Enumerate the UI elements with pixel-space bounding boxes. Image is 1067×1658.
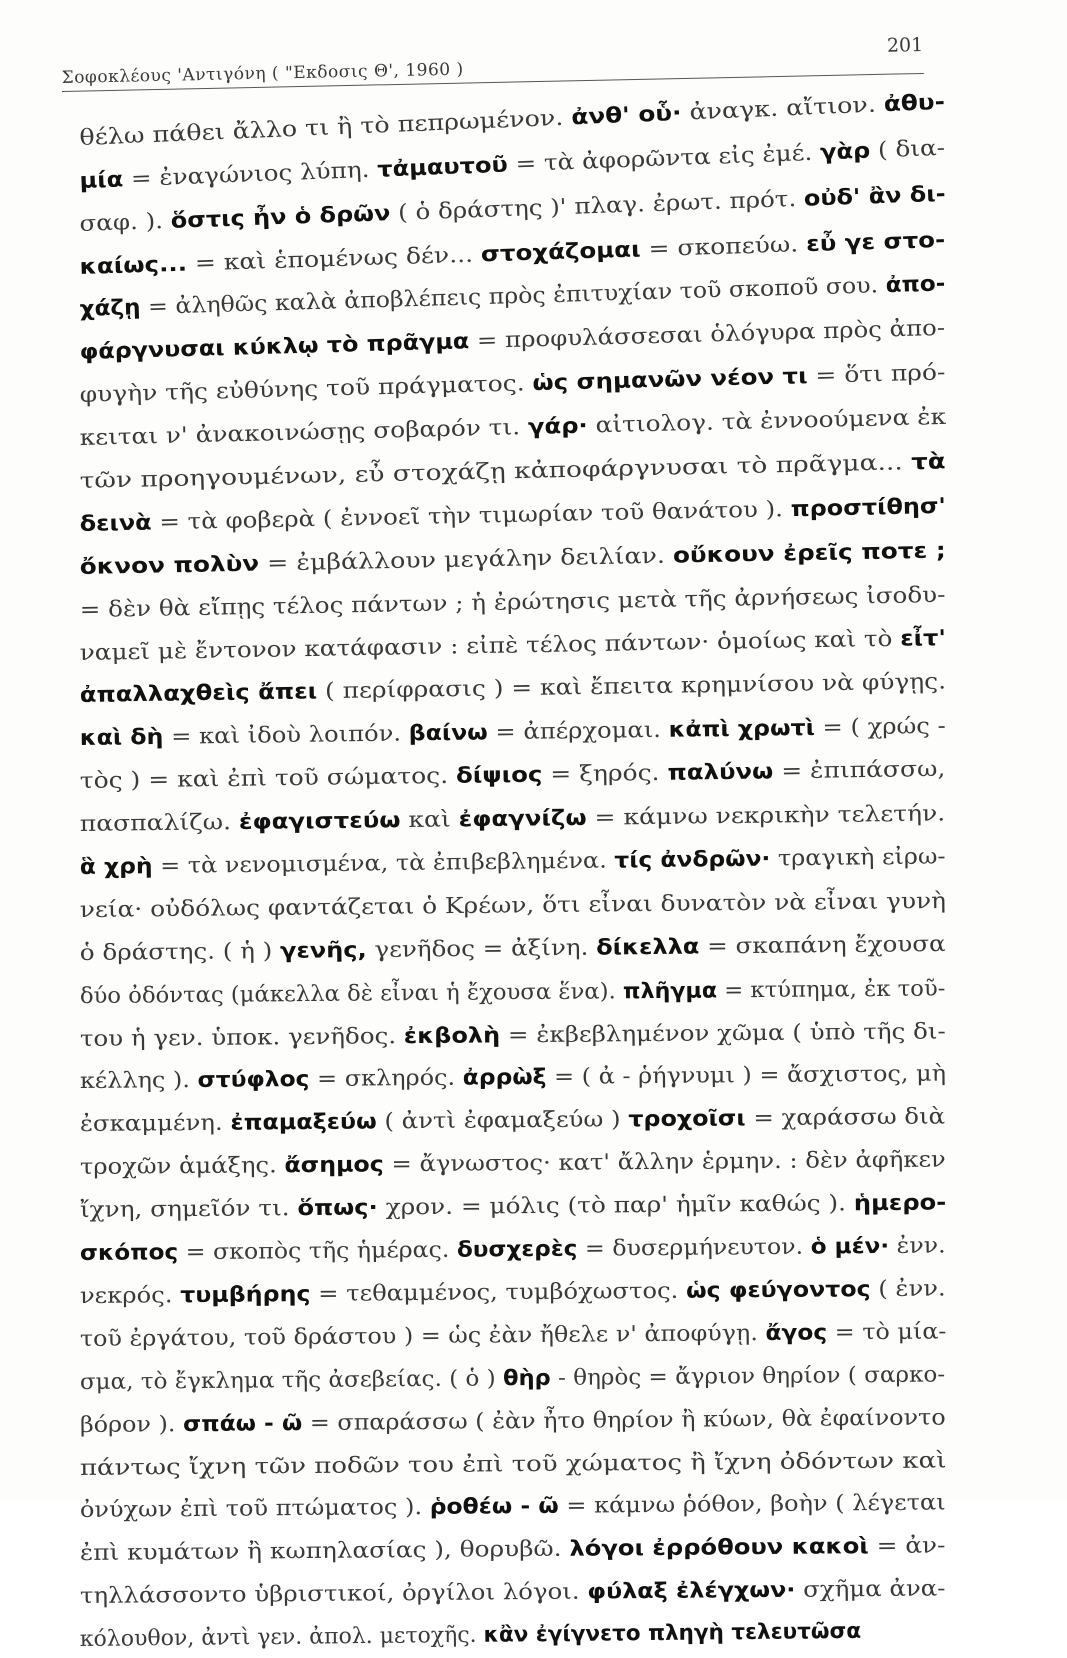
headword: ῥοθέω - ῶ bbox=[429, 1494, 559, 1521]
running-header-title: Σοφοκλέους 'Αντιγόνη ( "Εκδοσις Θ', 1960 ) bbox=[61, 59, 464, 89]
headword: φύλαξ ἐλέγχων· bbox=[587, 1577, 796, 1605]
gloss-text: = τὰ νενομισμένα, τὰ ἐπιβεβλημένα. bbox=[152, 848, 615, 880]
gloss-text: = κάμνω ῥόθον, βοὴν ( λέγεται bbox=[558, 1490, 946, 1520]
gloss-text: = σκοπὸς τῆς ἡμέρας. bbox=[178, 1237, 458, 1266]
commentary-text-block bbox=[78, 89, 960, 1658]
gloss-text: = ἐναγώνιος λύπη. bbox=[122, 157, 378, 193]
headword: βαίνω bbox=[408, 720, 488, 747]
gloss-text: = ἐμβάλλουν μεγάλην δειλίαν. bbox=[258, 543, 674, 577]
gloss-text: ἐνν. bbox=[888, 1233, 946, 1259]
headword: τροχοῖσι bbox=[628, 1106, 746, 1133]
gloss-text: ( ἐνν. bbox=[870, 1276, 946, 1303]
text-line bbox=[79, 625, 960, 672]
gloss-text: ( περίφρασις ) = καὶ ἔπειτα κρημνίσου νὰ φύγῃς. bbox=[316, 669, 947, 705]
headword: δεινὰ bbox=[79, 510, 152, 537]
gloss-text: - θηρὸς = ἄγριον θηρίον ( σαρκο- bbox=[550, 1362, 946, 1391]
headword: ὡς φεύγοντος bbox=[685, 1277, 871, 1304]
gloss-text: = δὲν θὰ εἴπῃς τέλος πάντων ; ἡ ἐρώτησις μετὰ τῆς ἀρνήσεως ἰσοδυ- bbox=[79, 582, 946, 623]
gloss-text: ( ἀντὶ ἐφαμαξεύω ) bbox=[376, 1107, 629, 1135]
text-line bbox=[79, 449, 960, 500]
text-line bbox=[80, 1529, 960, 1572]
headword: ὁ μέν· bbox=[810, 1233, 890, 1260]
gloss-text: δύο ὀδόντας (μάκελλα δὲ εἶναι ἡ ἔχουσα ἕνα). bbox=[79, 978, 624, 1009]
gloss-text: κέλλης ). bbox=[79, 1068, 198, 1095]
text-line bbox=[79, 538, 960, 586]
headword: γάρ· bbox=[527, 413, 589, 441]
text-line bbox=[80, 1186, 960, 1229]
gloss-text: κόλουθον, ἀντὶ γεν. ἀπολ. μετοχῆς. bbox=[79, 1622, 484, 1653]
gloss-text: καὶ bbox=[400, 807, 459, 834]
text-line bbox=[80, 800, 960, 843]
gloss-text: τραγικὴ εἰρω- bbox=[770, 844, 946, 872]
headword: ὡς σημανῶν νέον τι bbox=[532, 364, 808, 397]
headword: στοχάζομαι bbox=[480, 236, 641, 267]
headword: ὅστις ἦν ὁ δρῶν bbox=[170, 200, 391, 234]
headword: μία bbox=[79, 167, 124, 194]
gloss-text: τροχῶν ἁμάξης. bbox=[79, 1153, 285, 1181]
gloss-text: ὁ δράστης. ( ἡ ) bbox=[79, 938, 281, 966]
text-line bbox=[80, 1615, 960, 1658]
headword: σπάω - ῶ bbox=[182, 1410, 303, 1437]
text-line bbox=[80, 757, 960, 800]
headword: προστίθησ' bbox=[790, 493, 947, 523]
headword: οὐδ' ἂν δι- bbox=[803, 181, 947, 212]
gloss-text: = τὰ ἀφορῶντα εἰς ἐμέ. bbox=[507, 140, 821, 178]
gloss-text: = τὰ φοβερὰ ( ἐννοεῖ τὴν τιμωρίαν τοῦ θανάτου ). bbox=[151, 497, 791, 536]
gloss-text: = ἀληθῶς καλὰ ἀποβλέπεις πρὸς ἐπιτυχίαν τοῦ σκοποῦ σου. bbox=[140, 273, 887, 321]
headword: φάργνυσαι κύκλῳ τὸ πρᾶγμα bbox=[79, 329, 470, 366]
text-line bbox=[80, 1358, 960, 1401]
text-line bbox=[79, 493, 960, 543]
headword: ἀθυ- bbox=[883, 89, 946, 118]
gloss-text: = κτύπημα, ἐκ τοῦ- bbox=[716, 976, 946, 1004]
headword: τὰ bbox=[910, 449, 946, 476]
headword: γενῆς, bbox=[279, 937, 367, 964]
gloss-text: = ἐπιπάσσω, bbox=[773, 757, 946, 785]
gloss-text: = ἐκβεβλημένον χῶμα ( ὑπὸ τῆς δι- bbox=[500, 1019, 946, 1048]
gloss-text: νεία· οὐδόλως φαντάζεται ὁ Κρέων, ὅτι εἶναι δυνατὸν νὰ εἶναι γυνὴ bbox=[79, 888, 947, 923]
gloss-text: = κάμνω νεκρικὴν τελετήν. bbox=[586, 801, 946, 831]
headword: σκόπος bbox=[79, 1240, 179, 1267]
gloss-text: = προφυλάσσεσαι ὁλόγυρα πρὸς ἀπο- bbox=[468, 316, 946, 355]
headword: ἄσημος bbox=[284, 1152, 384, 1179]
gloss-text: σαφ. ). bbox=[79, 208, 172, 237]
text-line bbox=[80, 1100, 960, 1143]
gloss-text: τῶν προηγουμένων, εὖ στοχάζῃ κἀποφάργνυσαι τὸ πρᾶγμα... bbox=[79, 450, 912, 495]
headword: κἀπὶ χρωτὶ bbox=[668, 716, 816, 744]
gloss-text: φυγὴν τῆς εὐθύνης τοῦ πράγματος. bbox=[79, 371, 533, 409]
headword: τίς ἀνδρῶν· bbox=[614, 846, 771, 874]
gloss-text: ἐπὶ κυμάτων ἢ κωπηλασίας ), θορυβῶ. bbox=[79, 1537, 570, 1567]
gloss-text: σχῆμα ἀνα- bbox=[795, 1576, 946, 1603]
gloss-text: = σπαράσσω ( ἐὰν ἦτο θηρίον ἢ κύων, θὰ ἐφαίνοντο bbox=[302, 1405, 946, 1436]
gloss-text: ἴχνη, σημεῖόν τι. bbox=[79, 1196, 298, 1224]
gloss-text: = δυσερμήνευτον. bbox=[577, 1234, 811, 1262]
gloss-text: = ἀν- bbox=[868, 1533, 946, 1560]
headword: δίκελλα bbox=[596, 934, 700, 961]
gloss-text: = ὅτι πρό- bbox=[807, 360, 946, 390]
gloss-text: = καὶ ἰδοὺ λοιπόν. bbox=[163, 721, 409, 751]
gloss-text: κειται ν' ἀνακοινώσῃς σοβαρόν τι. bbox=[79, 415, 529, 452]
headword: ἡμερο- bbox=[853, 1190, 947, 1217]
headword: τυμβήρης bbox=[180, 1281, 311, 1309]
text-line bbox=[80, 886, 960, 929]
text-line bbox=[80, 1315, 960, 1358]
headword: γὰρ bbox=[819, 138, 871, 166]
gloss-text: βόρον ). bbox=[79, 1411, 184, 1438]
text-line bbox=[79, 582, 960, 629]
headword: ἀνθ' οὗ· bbox=[570, 100, 683, 131]
headword: ἀρρὼξ bbox=[462, 1065, 547, 1092]
gloss-text: ἀναγκ. αἴτιον. bbox=[680, 92, 885, 126]
headword: οὔκουν ἐρεῖς ποτε ; bbox=[672, 538, 946, 569]
gloss-text: = ( ἀ - ῥήγνυμι ) = ἄσχιστος, μὴ bbox=[546, 1061, 947, 1091]
headword: εὖ γε στο- bbox=[805, 227, 946, 257]
gloss-text: αἰτιολογ. τὰ ἐννοούμενα ἐκ bbox=[587, 404, 947, 439]
headword: ἃ χρὴ bbox=[79, 854, 153, 881]
gloss-text: τοῦ ἐργάτου, τοῦ δράστου ) = ὡς ἐὰν ἤθελε ν' ἀποφύγῃ. bbox=[79, 1320, 766, 1352]
text-line bbox=[80, 1444, 960, 1487]
gloss-text: χρον. = μόλις (τὸ παρ' ἡμῖν καθώς ). bbox=[377, 1191, 854, 1221]
headword: ἐφαγνίζω bbox=[458, 805, 587, 833]
gloss-text: πάντως ἴχνη τῶν ποδῶν του ἐπὶ τοῦ χώματος ἢ ἴχνη ὀδόντων καὶ bbox=[79, 1447, 947, 1481]
text-line bbox=[80, 1272, 960, 1315]
text-line bbox=[79, 404, 960, 457]
headword: κἂν ἐγίγνετο πληγὴ τελευτῶσα bbox=[483, 1618, 862, 1648]
gloss-text: τηλλάσσοντο ὑβριστικοί, ὀργίλοι λόγοι. bbox=[79, 1579, 588, 1610]
text-line bbox=[80, 714, 960, 757]
headword: ἐκβολὴ bbox=[403, 1022, 501, 1049]
text-line bbox=[80, 1058, 960, 1101]
gloss-text: ( δια- bbox=[869, 135, 946, 164]
gloss-text: = καὶ ἑπομένως δέν... bbox=[186, 241, 482, 277]
headword: λόγοι ἐρρόθουν κακοὶ bbox=[569, 1534, 869, 1563]
headword: ἄγος bbox=[765, 1320, 828, 1346]
gloss-text: θέλω πάθει ἄλλο τι ἢ τὸ πεπρωμένον. bbox=[78, 105, 572, 151]
gloss-text: = χαράσσω διὰ bbox=[745, 1104, 946, 1132]
gloss-text: ( ὁ δράστης )' πλαγ. ἐρωτ. πρότ. bbox=[389, 186, 805, 226]
headword: ἐφαγιστεύω bbox=[238, 808, 401, 836]
gloss-text: του ἡ γεν. ὑποκ. γενῆδος. bbox=[79, 1023, 404, 1052]
gloss-text: = σκαπάνη ἔχουσα bbox=[699, 931, 946, 960]
text-line bbox=[80, 1143, 960, 1186]
gloss-text: = σκληρός. bbox=[309, 1066, 463, 1093]
headword: δυσχερὲς bbox=[456, 1236, 578, 1263]
text-line bbox=[80, 929, 960, 972]
gloss-text: = τὸ μία- bbox=[827, 1319, 947, 1346]
headword: πλῆγμα bbox=[622, 978, 718, 1004]
headword: δίψιος bbox=[455, 762, 543, 789]
gloss-text: πασπαλίζω. bbox=[79, 810, 240, 838]
gloss-text: τὸς ) = καὶ ἐπὶ τοῦ σώματος. bbox=[79, 763, 457, 795]
gloss-text: γενῆδος = ἀξίνη. bbox=[366, 935, 597, 963]
text-line bbox=[80, 1487, 960, 1530]
headword: θὴρ bbox=[502, 1365, 551, 1392]
headword: παλύνω bbox=[667, 759, 774, 787]
gloss-text: = ἀπέρχομαι. bbox=[487, 718, 669, 746]
gloss-text: ἐσκαμμένη. bbox=[79, 1111, 231, 1138]
text-line bbox=[80, 1015, 960, 1058]
headword: ὅπως· bbox=[297, 1195, 378, 1222]
headword: καὶ δὴ bbox=[79, 725, 164, 752]
gloss-text: = σκοπεύω. bbox=[640, 231, 807, 262]
headword: στύφλος bbox=[197, 1067, 310, 1094]
text-line bbox=[79, 669, 960, 715]
text-line bbox=[80, 1229, 960, 1272]
gloss-text: σμα, τὸ ἔγκλημα τῆς ἀσεβείας. ( ὁ ) bbox=[79, 1366, 504, 1395]
text-line bbox=[80, 972, 960, 1015]
headword: χάζῃ bbox=[79, 295, 141, 323]
running-header bbox=[61, 34, 924, 92]
text-line bbox=[80, 843, 960, 886]
page-number: 201 bbox=[886, 33, 924, 57]
headword: καίως... bbox=[79, 251, 188, 280]
headword: ἐπαμαξεύω bbox=[230, 1109, 377, 1137]
gloss-text: = ἄγνωστος· κατ' ἄλλην ἑρμην. : δὲν ἀφῆκεν bbox=[383, 1147, 946, 1178]
headword: ἀπαλλαχθεὶς ἄπει bbox=[79, 679, 318, 709]
headword: ἀπο- bbox=[885, 271, 946, 299]
headword: τἀμαυτοῦ bbox=[376, 152, 509, 183]
headword: εἶτ' bbox=[900, 625, 947, 652]
text-line bbox=[80, 1401, 960, 1444]
headword: ὄκνον πολὺν bbox=[79, 551, 260, 580]
gloss-text: = ξηρός. bbox=[542, 761, 668, 788]
text-line bbox=[80, 1572, 960, 1615]
gloss-text: ὀνύχων ἐπὶ τοῦ πτώματος ). bbox=[79, 1495, 430, 1524]
gloss-text: ναμεῖ μὲ ἔντονον κατάφασιν : εἰπὲ τέλος πάντων· ὁμοίως καὶ τὸ bbox=[79, 626, 901, 666]
gloss-text: = τεθαμμένος, τυμβόχωστος. bbox=[310, 1278, 687, 1307]
gloss-text: νεκρός. bbox=[79, 1283, 181, 1309]
gloss-text: = ( χρώς - bbox=[814, 714, 946, 742]
